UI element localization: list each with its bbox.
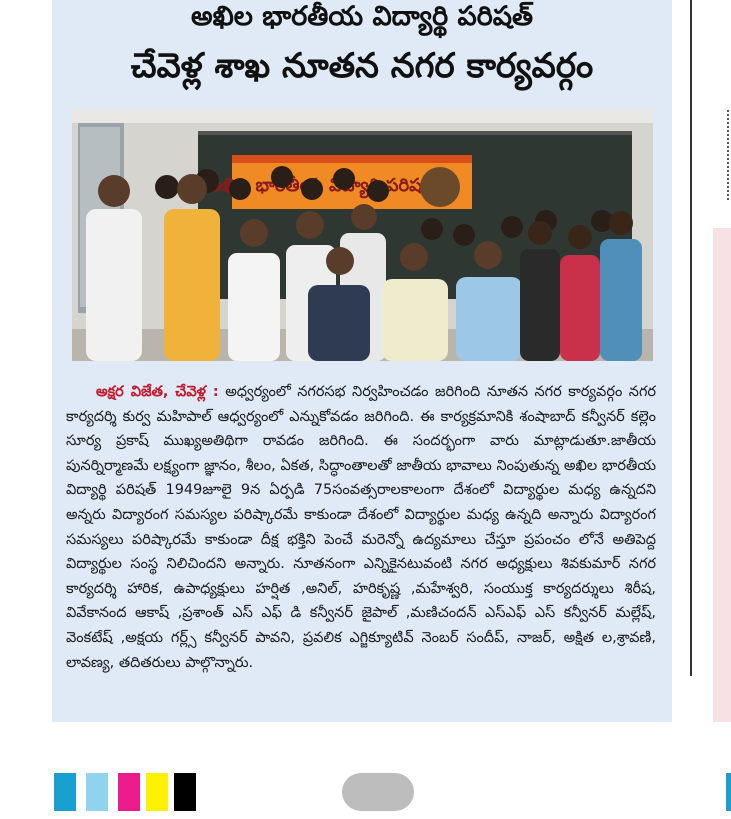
color-bar-black	[174, 773, 196, 811]
column-divider	[690, 0, 692, 676]
color-bar-light-cyan	[86, 773, 108, 811]
article-kicker-title: అఖిల భారతీయ విద్యార్థి పరిషత్	[190, 1, 534, 32]
news-article	[52, 0, 672, 722]
article-headline: చేవెళ్ల శాఖ నూతన నగర కార్యవర్గం	[130, 46, 594, 86]
group-photo	[72, 109, 653, 361]
adjacent-article-edge	[713, 228, 731, 722]
group-photo-illustration	[72, 109, 653, 361]
banner-text: అఖిల భారతీయ విద్యార్థి పరిషత్	[207, 175, 437, 196]
color-bar-yellow	[146, 773, 168, 811]
adjacent-column-edge	[727, 110, 731, 200]
color-bar-magenta	[118, 773, 140, 811]
color-bar-cyan-right	[726, 773, 731, 811]
article-dateline: అక్షర విజేత, చేవెళ్ల :	[96, 384, 219, 400]
article-body	[66, 380, 656, 675]
article-body-text: అధ్వర్యంలో నగరసభ నిర్వహించడం జరిగింది నూతన నగర కార్యవర్గం నగర కార్యదర్శి కుర్వ మహిపాల్ ఆధ్వర్యంలో ఎన్నుకోవడం జరిగింది. ఈ కార్యక్రమానికి శంషాబాద్ కన్వీనర్ కల్లెం సూర్య ప్రకాష్ ముఖ్యఅతిథిగా రావడం జరిగింది. ఈ సందర్భంగా వారు మాట్లాడుతూ.జాతీయ పునర్నిర్మాణమే లక్ష్యంగా జ్ఞానం, శీలం, ఏకత, సిద్ధాంతాలతో జాతీయ భావాలు నింపుతున్న అఖిల భారతీయ విద్యార్థి పరిషత్ 1949జూలై 9న ఏర్పడి 75సంవత్సరాలకాలంగా దేశంలో విద్యార్థుల మధ్య ఉన్నదని అన్నరు విద్యారంగ సమస్యల పరిష్కారమే కాకుండా దేశంలో విద్యార్థుల మధ్య ఉన్నది అన్నారు విద్యారంగ సమస్యలు పరిష్కారమే కాకుండా దీక్ష భక్తిని పెంచే మరెన్నో ఉద్యమాలు చేస్తూ ప్రపంచం లోనే అతిపెద్ద విద్యార్థుల సంస్థ నిలిచిందని అన్నారు. నూతనంగా ఎన్నికైనటువంటి నగర అధ్యక్షులు శివకుమార్ నగర కార్యదర్శి హారిక, ఉపాధ్యక్షులు హర్షిత ,అనిల్, హరికృష్ణ ,మహేశ్వరి, సంయుక్త కార్యదర్శులు శిరీష, వివేకానంద ఆకాష్ ,ప్రశాంత్ ఎస్ ఎఫ్ డి కన్వీనర్ జైపాల్ ,మణిచందన్ ఎస్ఎఫ్ ఎస్ కన్వీనర్ మల్లేష్, వెంకటేష్ ,అక్షయ గర్ల్స్ కన్వీనర్ పావని, ప్రవలిక ఎగ్జిక్యూటివ్ నెంబర్ సందీప్, నాజర్, అక్షిత ల,శ్రావణి, లావణ్య, తదితరులు పాల్గొన్నారు.	[66, 384, 657, 671]
registration-mark	[342, 773, 414, 811]
color-bar-cyan	[54, 773, 76, 811]
